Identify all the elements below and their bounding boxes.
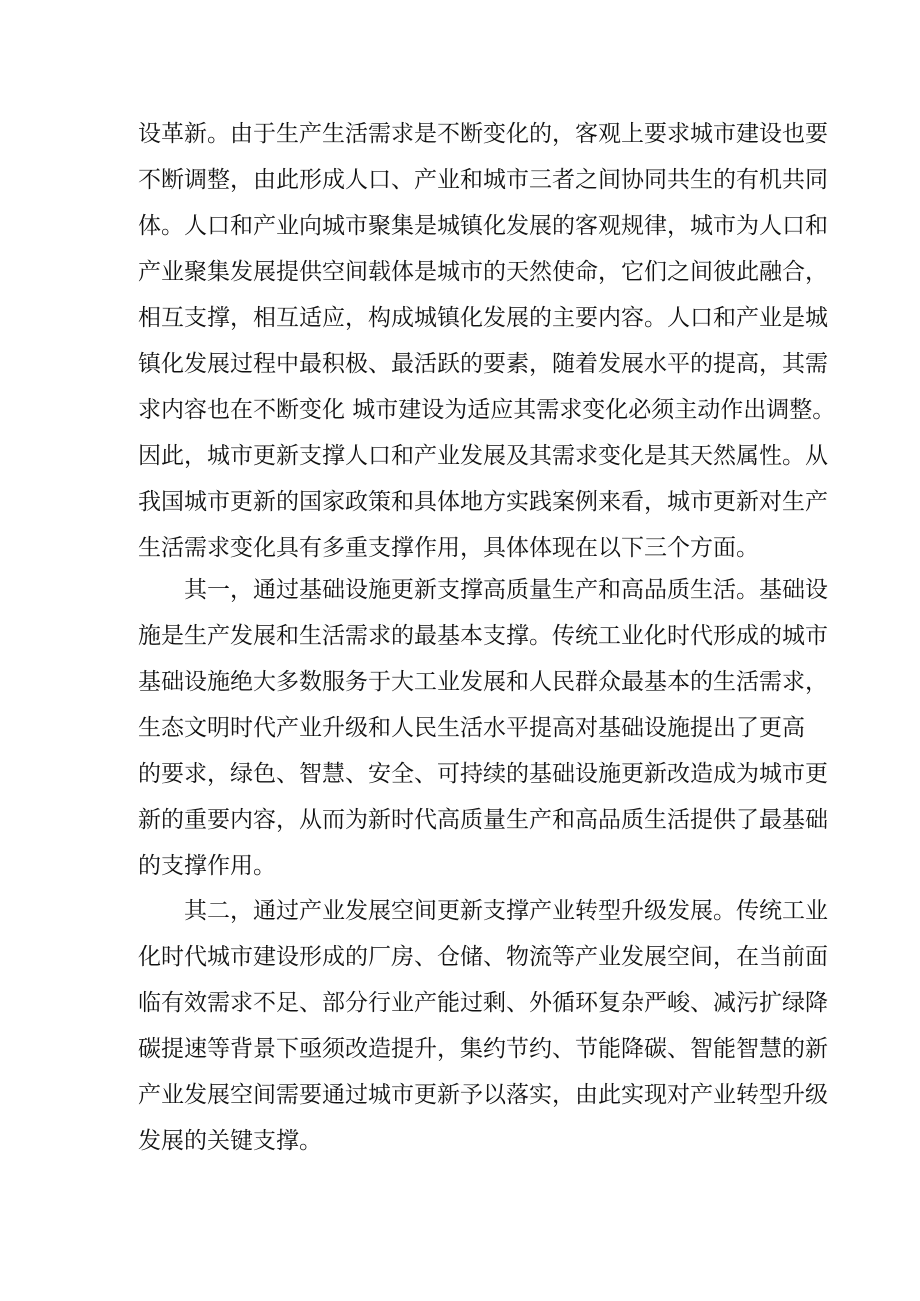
text-line: 设革新。由于生产生活需求是不断变化的，客观上要求城市建设也要 [138, 121, 828, 147]
text-line: 基础设施绝大多数服务于大工业发展和人民群众最基本的生活需求， [138, 669, 828, 695]
text-line: 我国城市更新的国家政策和具体地方实践案例来看，城市更新对生产 [138, 489, 828, 515]
text-line: 新的重要内容，从而为新时代高质量生产和高品质生活提供了最基础 [138, 807, 828, 833]
text-line: 相互支撑，相互适应，构成城镇化发展的主要内容。人口和产业是城 [138, 305, 828, 331]
text-line: 镇化发展过程中最积极、最活跃的要素，随着发展水平的提高，其需 [138, 351, 828, 377]
text-line: 求内容也在不断变化 城市建设为适应其需求变化必须主动作出调整。 [138, 397, 836, 423]
text-line: 其一，通过基础设施更新支撑高质量生产和高品质生活。基础设 [184, 577, 828, 603]
paragraph-3 [138, 888, 828, 1164]
text-line: 生态文明时代产业升级和人民生活水平提高对基础设施提出了更高 [138, 715, 805, 741]
paragraph-2 [138, 567, 828, 889]
text-line: 施是生产发展和生活需求的最基本支撑。传统工业化时代形成的城市 [138, 623, 828, 649]
text-line: 产业聚集发展提供空间载体是城市的天然使命，它们之间彼此融合， [138, 259, 828, 285]
text-line: 因此，城市更新支撑人口和产业发展及其需求变化是其天然属性。从 [138, 443, 828, 469]
text-line: 化时代城市建设形成的厂房、仓储、物流等产业发展空间，在当前面 [138, 944, 828, 970]
text-line: 体。人口和产业向城市聚集是城镇化发展的客观规律，城市为人口和 [138, 213, 828, 239]
text-line: 临有效需求不足、部分行业产能过剩、外循环复杂严峻、减污扩绿降 [138, 990, 828, 1016]
text-line: 发展的关键支撑。 [138, 1128, 322, 1154]
text-line: 的支撑作用。 [138, 853, 276, 879]
text-line: 的要求，绿色、智慧、安全、可持续的基础设施更新改造成为城市更 [138, 761, 828, 787]
text-line: 生活需求变化具有多重支撑作用，具体体现在以下三个方面。 [138, 535, 759, 561]
text-line: 其二，通过产业发展空间更新支撑产业转型升级发展。传统工业 [184, 898, 828, 924]
text-line: 产业发展空间需要通过城市更新予以落实，由此实现对产业转型升级 [138, 1082, 828, 1108]
text-line: 不断调整，由此形成人口、产业和城市三者之间协同共生的有机共同 [138, 167, 828, 193]
text-line: 碳提速等背景下亟须改造提升，集约节约、节能降碳、智能智慧的新 [138, 1036, 828, 1062]
paragraph-1 [138, 111, 836, 571]
